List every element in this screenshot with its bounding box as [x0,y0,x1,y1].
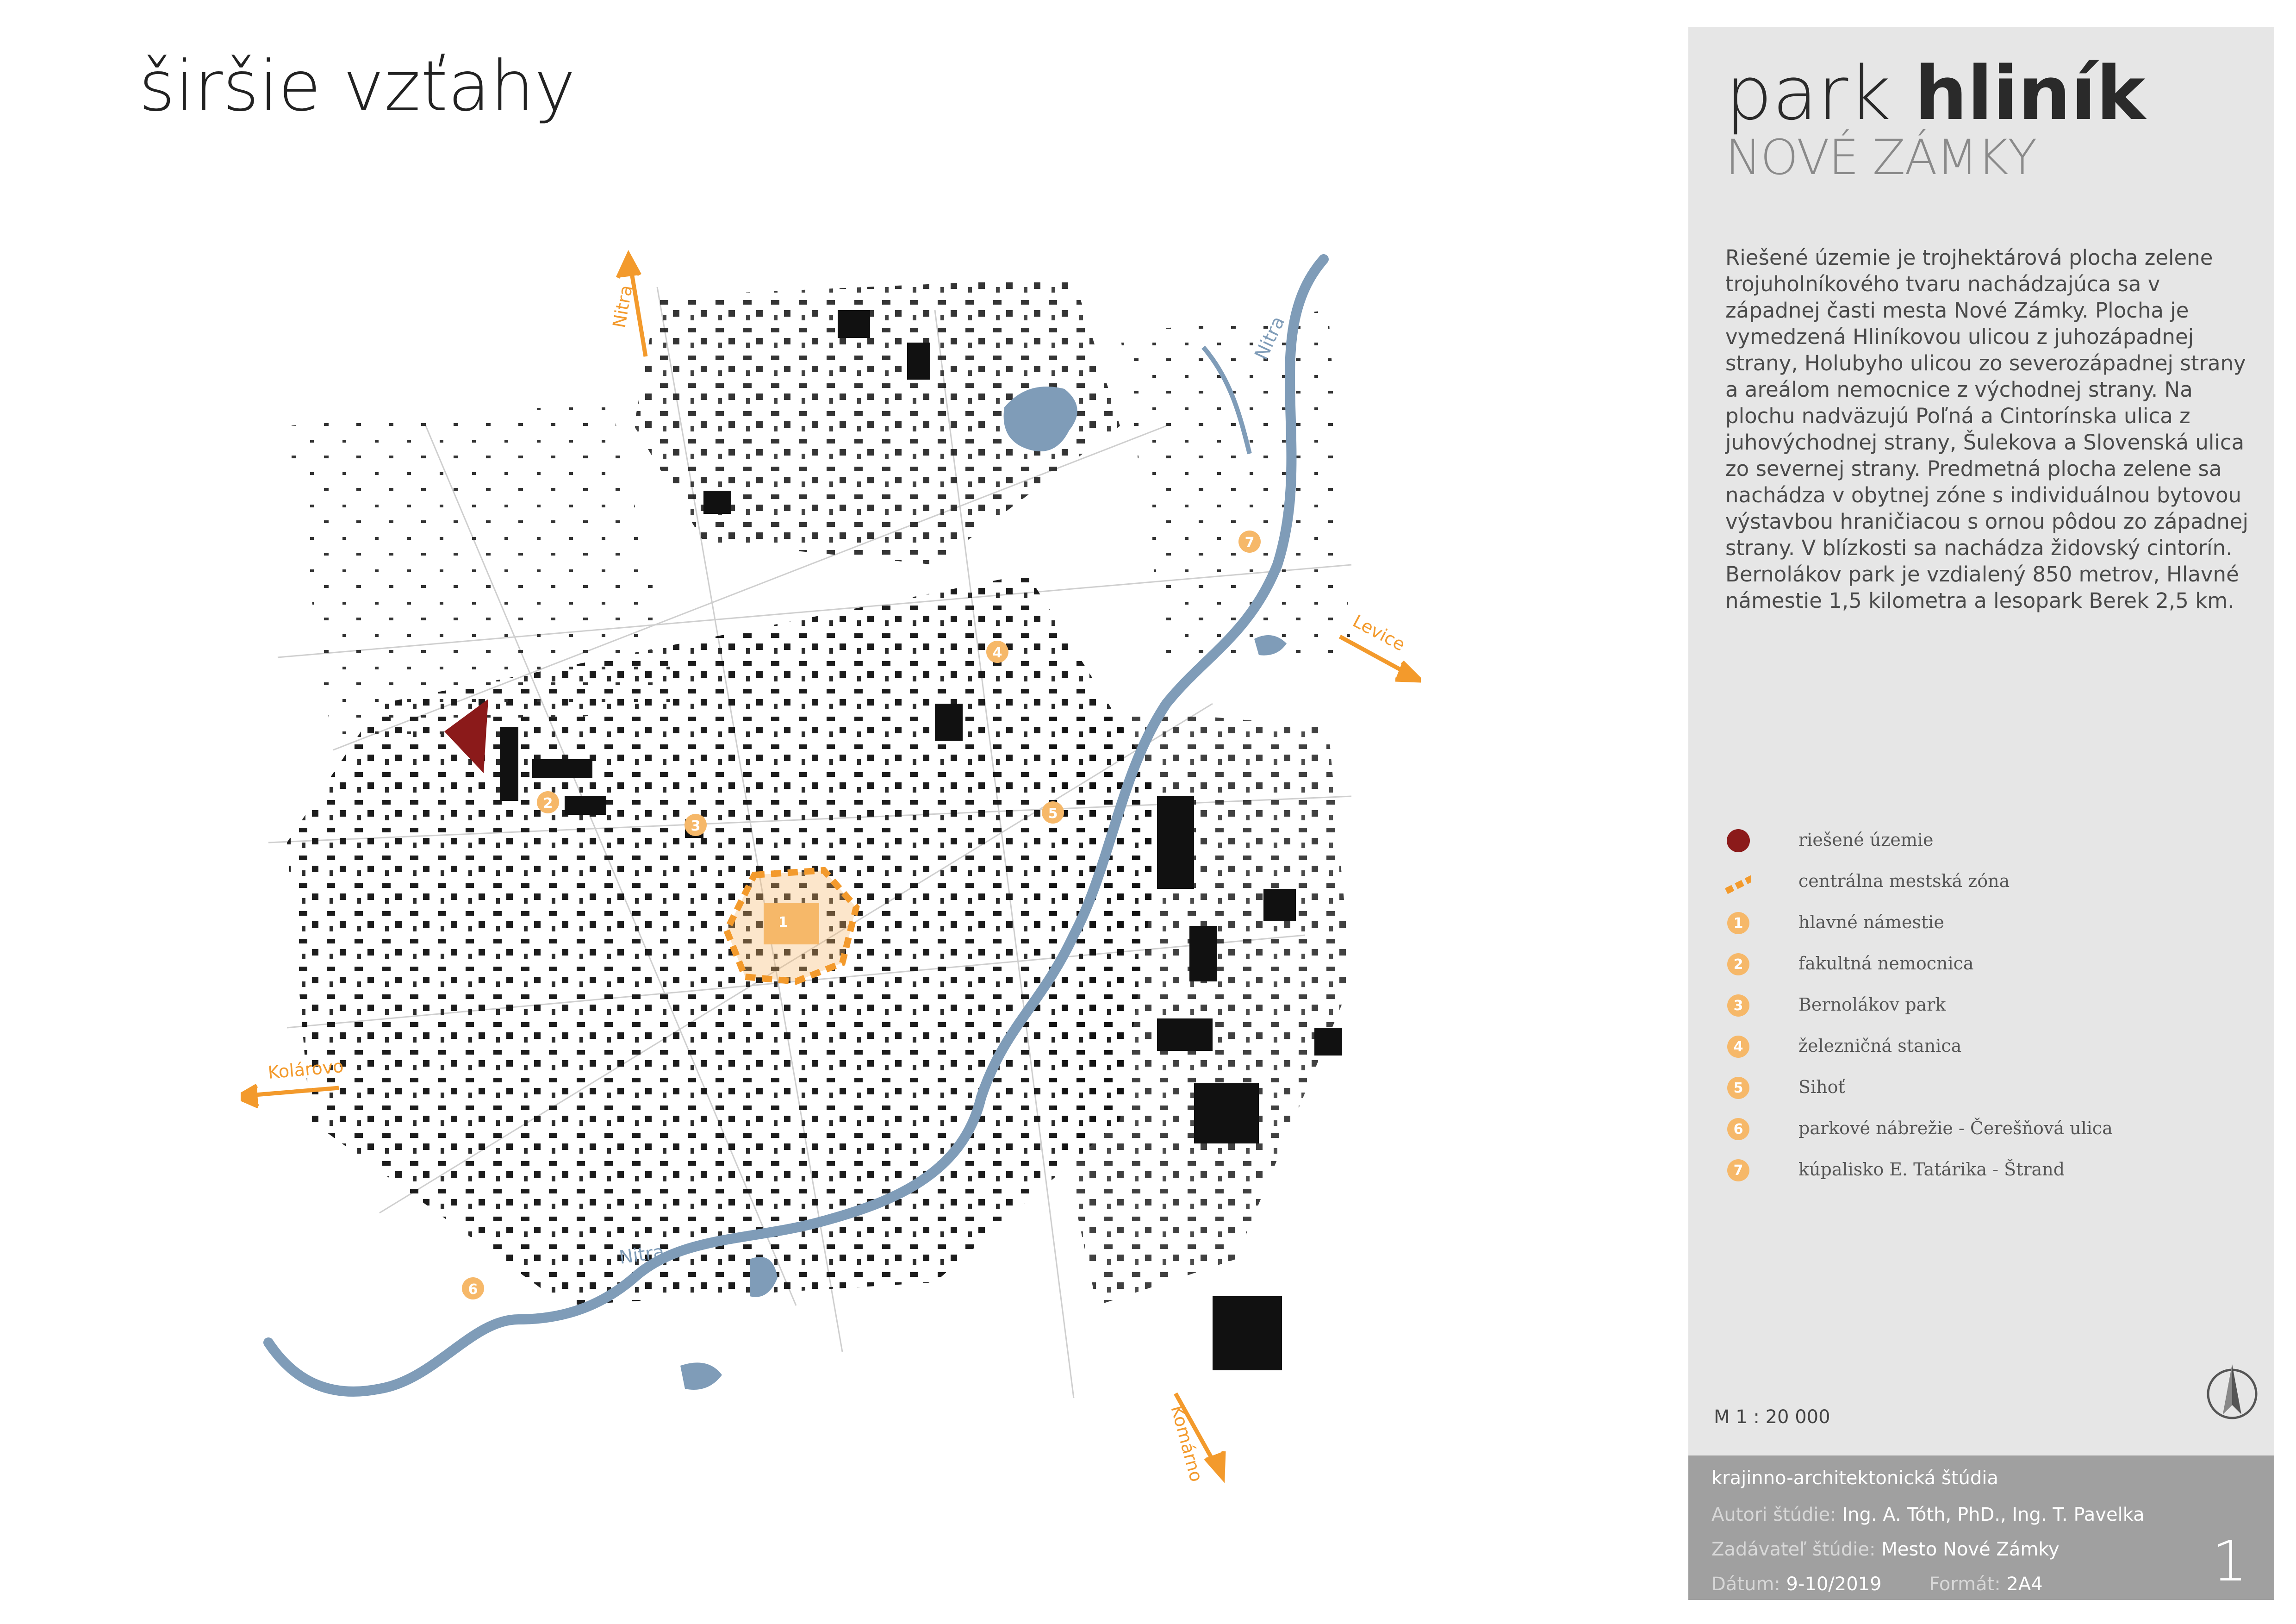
svg-text:4: 4 [992,645,1002,661]
svg-text:5: 5 [1048,806,1058,822]
marker-5 [1042,801,1064,824]
river-label-south: Nitra [617,1241,666,1268]
marker-2 [537,791,559,813]
map [241,241,1421,1491]
legend [1725,823,2258,1194]
marker-1 [772,910,794,932]
footer-date-format: Dátum: 9-10/2019 Formát: 2A4 [1711,1574,2043,1595]
marker-6 [462,1277,484,1299]
legend-item-center: centrálna mestská zóna [1725,864,2258,906]
project-subtitle: NOVÉ ZÁMKY [1725,129,2036,186]
legend-item-5: 5 Sihoť [1725,1070,2258,1112]
footer-title: krajinno-architektonická štúdia [1711,1468,1998,1489]
sheet-number: 1 [2212,1530,2247,1594]
legend-item-2: 2 fakultná nemocnica [1725,947,2258,988]
arrow-label-levice: Levice [1349,611,1409,655]
marker-4 [986,641,1008,663]
svg-text:7: 7 [1244,535,1255,551]
legend-item-1: 1 hlavné námestie [1725,906,2258,947]
legend-item-area: riešené územie [1725,823,2258,864]
legend-item-4: 4 železničná stanica [1725,1029,2258,1070]
project-description: Riešené územie je trojhektárová plocha zelene trojuholníkového tvaru nachádzajúca sa v západnej časti mesta Nové Zámky. Plocha je vymedzená Hliníkovou ulicou z juhozápadnej strany, Holubyho ulicou zo severozápadnej strany a areálom nemocnice z východnej strany. Na plochu nadväzujú Poľná a Cintorínska ulica z juhovýchodnej strany, Šulekova a Slovenská ulica zo severnej strany. Predmetná plocha zelene sa nachádza v obytnej zóne s individuálnou bytovou výstavbou hraničiacou s ornou pôdou zo západnej strany. V blízkosti sa nachádza židovský cintorín. Bernolákov park je vzdialený 850 metrov, Hlavné námestie 1,5 kilometra a lesopark Berek 2,5 km. [1725,245,2248,613]
marker-3 [684,814,707,836]
info-panel [1688,27,2274,1600]
footer-client: Zadávateľ štúdie: Mesto Nové Zámky [1711,1539,2060,1560]
arrow-label-kolarovo: Kolárovo [267,1056,345,1083]
legend-item-3: 3 Bernolákov park [1725,988,2258,1029]
footer-authors: Autori štúdie: Ing. A. Tóth, PhD., Ing. T. Pavelka [1711,1504,2145,1525]
arrow-label-nitra: Nitra [609,283,636,330]
project-title: park hliník [1725,50,2146,137]
svg-text:3: 3 [691,818,701,834]
arrow-label-komarno: Komárno [1167,1403,1207,1484]
scale-label: M 1 : 20 000 [1714,1406,1830,1428]
marker-7 [1238,531,1261,553]
legend-item-6: 6 parkové nábrežie - Čerešňová ulica [1725,1112,2258,1153]
legend-item-7: 7 kúpalisko E. Tatárika - Štrand [1725,1153,2258,1194]
svg-text:6: 6 [468,1281,478,1298]
page-heading: širšie vzťahy [139,46,576,127]
north-arrow-icon [2207,1362,2258,1423]
footer [1688,1455,2274,1600]
river-label-north: Nitra [1251,313,1289,363]
svg-text:2: 2 [543,795,553,812]
building-masses [287,278,1351,1370]
svg-text:1: 1 [778,914,788,931]
